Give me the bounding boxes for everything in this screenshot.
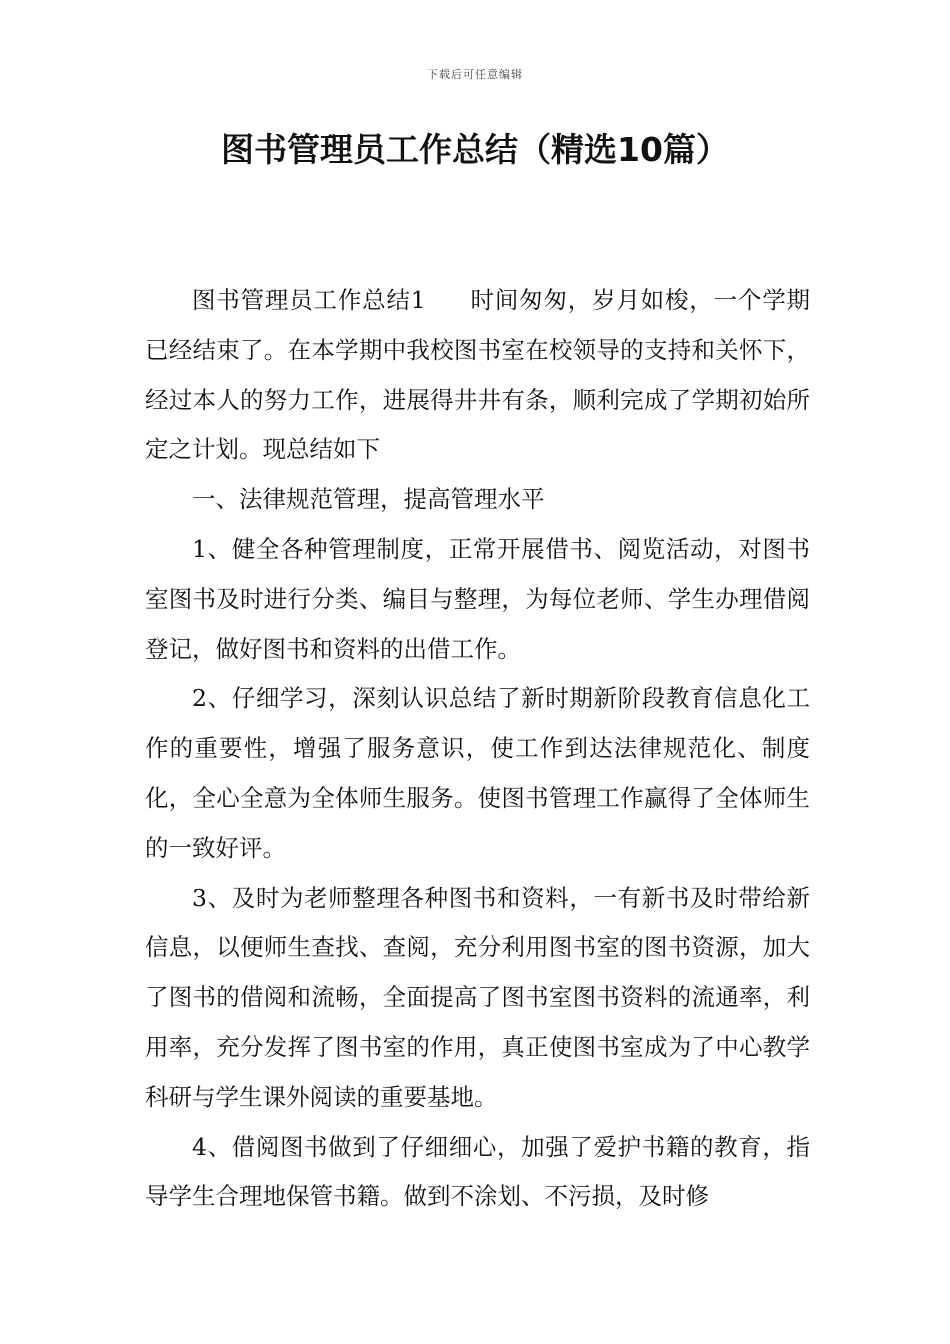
document-body — [145, 276, 810, 1222]
document-title: 图书管理员工作总结（精选10篇） — [221, 130, 729, 169]
paragraph-item-2: 2、仔细学习，深刻认识总结了新时期新阶段教育信息化工作的重要性，增强了服务意识，使工作到达法律规范化、制度化，全心全意为全体师生服务。使图书管理工作赢得了全体师生的一致好评。 — [145, 684, 810, 862]
paragraph-text: 时间匆匆，岁月如梭，一个学期已经结束了。在本学期中我校图书室在校领导的支持和关怀下，经过本人的努力工作，进展得井井有条，顺利完成了学期初始所定之计划。现总结如下 — [145, 286, 811, 464]
paragraph-section-1: 一、法律规范管理，提高管理水平 — [192, 485, 545, 514]
paragraph-item-1: 1、健全各种管理制度，正常开展借书、阅览活动，对图书室图书及时进行分类、编目与整理，为每位老师、学生办理借阅登记，做好图书和资料的出借工作。 — [145, 534, 810, 663]
header-note: 下载后可任意编辑 — [427, 68, 523, 81]
section-heading: 图书管理员工作总结1 — [192, 286, 426, 314]
paragraph-item-3: 3、及时为老师整理各种图书和资料，一有新书及时带给新信息，以便师生查找、查阅，充分利用图书室的图书资源，加大了图书的借阅和流畅，全面提高了图书室图书资料的流通率，利用率，充分发挥了图书室的作用，真正使图书室成为了中心教学科研与学生课外阅读的重要基地。 — [145, 883, 810, 1111]
paragraph-intro — [145, 276, 810, 475]
paragraph-item-4: 4、借阅图书做到了仔细细心，加强了爱护书籍的教育，指导学生合理地保管书籍。做到不涂划、不污损，及时修 — [145, 1132, 810, 1211]
